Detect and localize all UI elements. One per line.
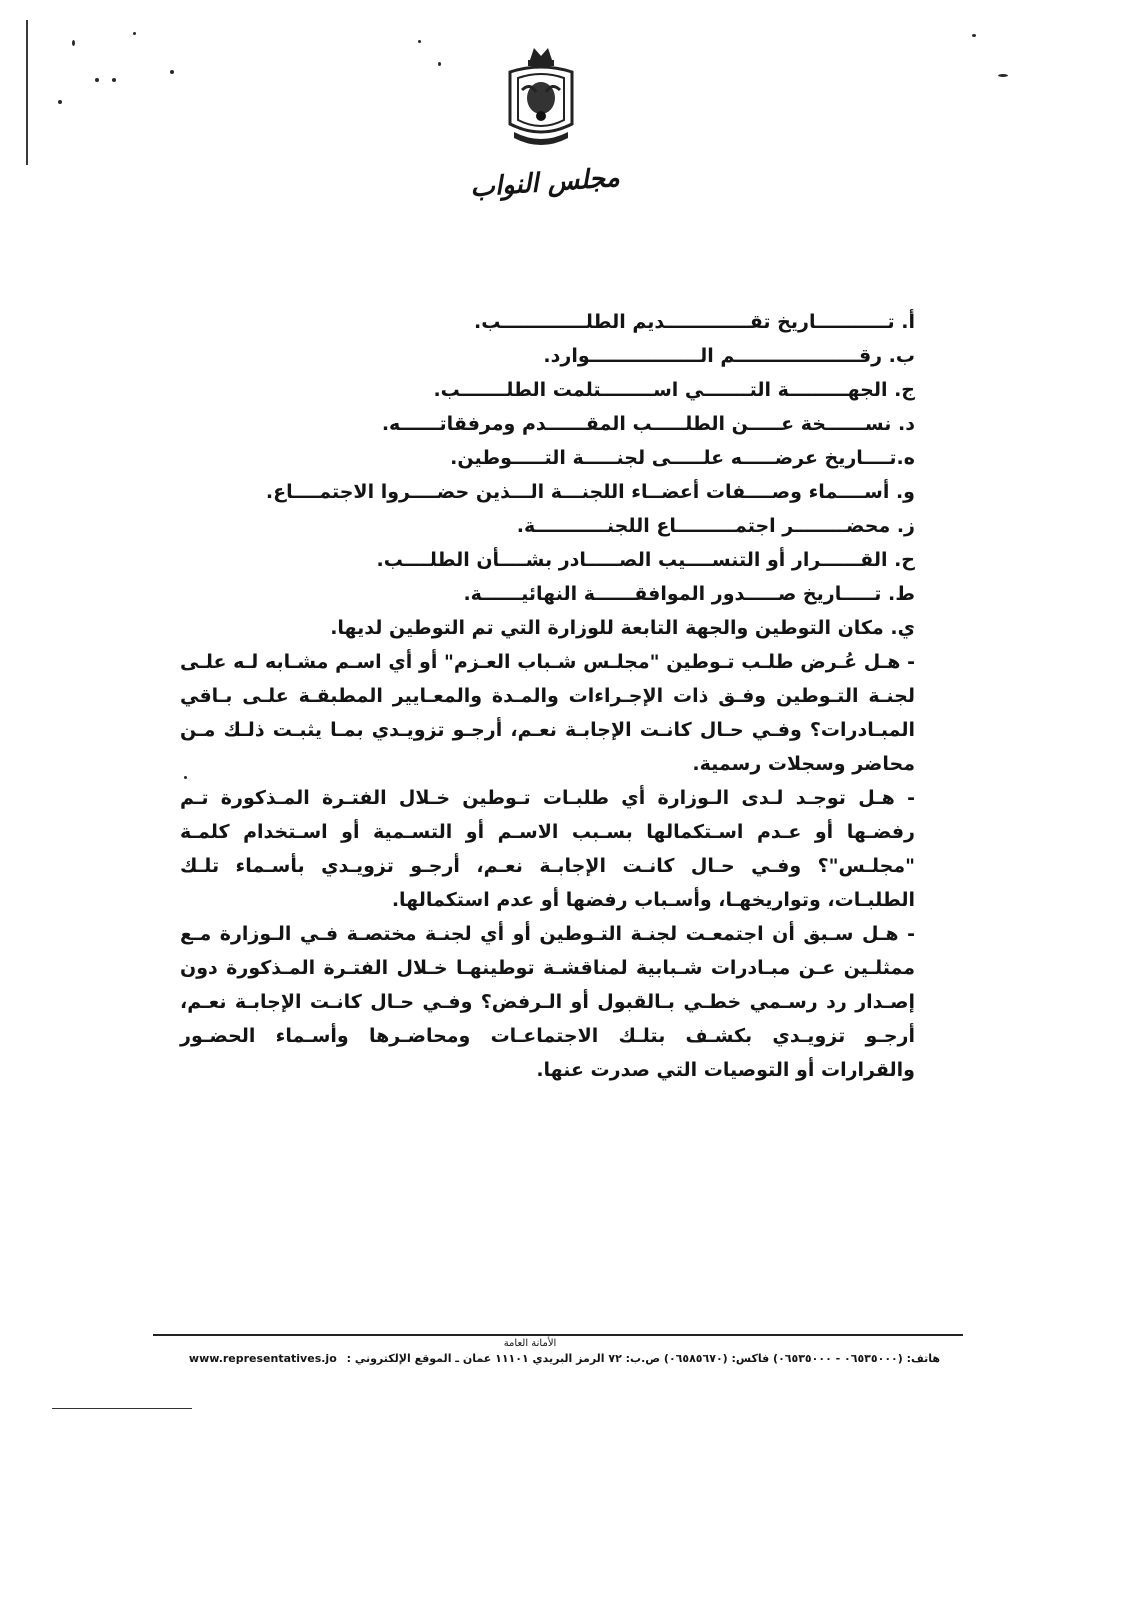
- footer-logo-text: الأمانة العامة: [503, 1338, 557, 1349]
- scan-edge-line: [26, 20, 28, 165]
- list-item: ي. مكان التوطين والجهة التابعة للوزارة التي تم التوطين لديها.: [330, 617, 915, 639]
- list-item: ب. رقـــــــــــــــــــم الـــــــــــــــــوارد.: [543, 345, 915, 367]
- jordan-coat-of-arms-icon: [500, 42, 582, 154]
- footer-divider: [153, 1334, 963, 1336]
- footer-contact-text: هاتف: (٠٦٥٣٥٠٠٠ - ٠٦٥٣٥٠٠٠) فاكس: (٠٦٥٨٥٦٧٠) ص.ب: ٧٢ الرمز البريدي ١١١٠١ عمان ـ الموقع الإلكتروني :: [346, 1352, 940, 1365]
- scan-speck: [418, 40, 421, 43]
- list-item: ه.تــــاريخ عرضـــــه علـــــى لجنـــــة التـــــوطين.: [450, 447, 915, 469]
- footer-contact-line: [180, 1352, 940, 1365]
- institution-signature-title: مجلس النواب: [469, 162, 621, 204]
- scan-speck: [998, 74, 1008, 77]
- scan-speck: [95, 78, 99, 82]
- scan-speck: [438, 62, 441, 66]
- list-item: ط. تـــــاريخ صـــــدور الموافقــــــة النهائيــــــة.: [463, 583, 915, 605]
- list-item: أ. تـــــــــــاريخ تقـــــــــــــديم الطلـــــــــــــب.: [474, 311, 915, 333]
- list-item: ز. محضــــــــر اجتمـــــــــاع اللجنـــــــــــة.: [516, 515, 915, 537]
- scan-speck: [72, 40, 75, 46]
- scan-speck: [972, 34, 976, 37]
- scan-speck: [133, 32, 136, 35]
- question-paragraph: - هـل عُـرض طلـب تـوطين "مجلـس شـباب العـزم" أو أي اسـم مشـابه لـه علـى لجنـة التـوطين وفـق ذات الإجـراءات والمـدة والمعـايير المطبقـة علـى بـاقي المبـادرات؟ وفـي حـال كانـت الإجابـة نعـم، أرجـو تزويـدي بمـا يثبـت ذلـك مـن محاضر وسجلات رسمية.: [180, 651, 915, 775]
- document-body: [180, 305, 915, 1087]
- scan-speck: [58, 100, 62, 104]
- scan-edge-dash: [52, 1408, 192, 1409]
- list-item: و. أســــماء وصــــفات أعضــاء اللجنـــة الـــذين حضــــروا الاجتمــــاع.: [265, 481, 915, 503]
- footer-website-link[interactable]: www.representatives.jo: [188, 1352, 337, 1365]
- question-paragraph: - هـل توجـد لـدى الـوزارة أي طلبـات تـوطين خـلال الفتـرة المـذكورة تـم رفضـها أو عـدم اسـتكمالها بسـبب الاسـم أو التسـمية أو اسـتخدام كلمـة "مجلـس"؟ وفـي حـال كانـت الإجابـة نعـم، أرجـو تزويـدي بأسـماء تلـك الطلبـات، وتواريخهـا، وأسـباب رفضها أو عدم استكمالها.: [180, 787, 915, 911]
- scan-speck: [170, 70, 174, 74]
- scan-speck: [112, 78, 116, 82]
- list-item: ح. القــــــرار أو التنســــيب الصـــــادر بشــــأن الطلــــب.: [376, 549, 915, 571]
- list-item: د. نســــــخة عـــــن الطلـــــب المقــــــدم ومرفقاتــــــه.: [381, 413, 915, 435]
- question-paragraph: - هـل سـبق أن اجتمعـت لجنـة التـوطين أو أي لجنـة مختصـة فـي الـوزارة مـع ممثلـين عـن مبـادرات شـبابية لمناقشـة توطينهـا خـلال الفتـرة المـذكورة دون إصـدار رد رسـمي خطـي بـالقبول أو الـرفض؟ وفـي حـال كانـت الإجابـة نعـم، أرجـو تزويـدي بكشـف بتلـك الاجتماعـات ومحاضـرها وأسـماء الحضـور والقرارات أو التوصيات التي صدرت عنها.: [180, 923, 915, 1081]
- list-item: ج. الجهـــــــــة التـــــــي اســــــــتلمت الطلـــــــب.: [433, 379, 915, 401]
